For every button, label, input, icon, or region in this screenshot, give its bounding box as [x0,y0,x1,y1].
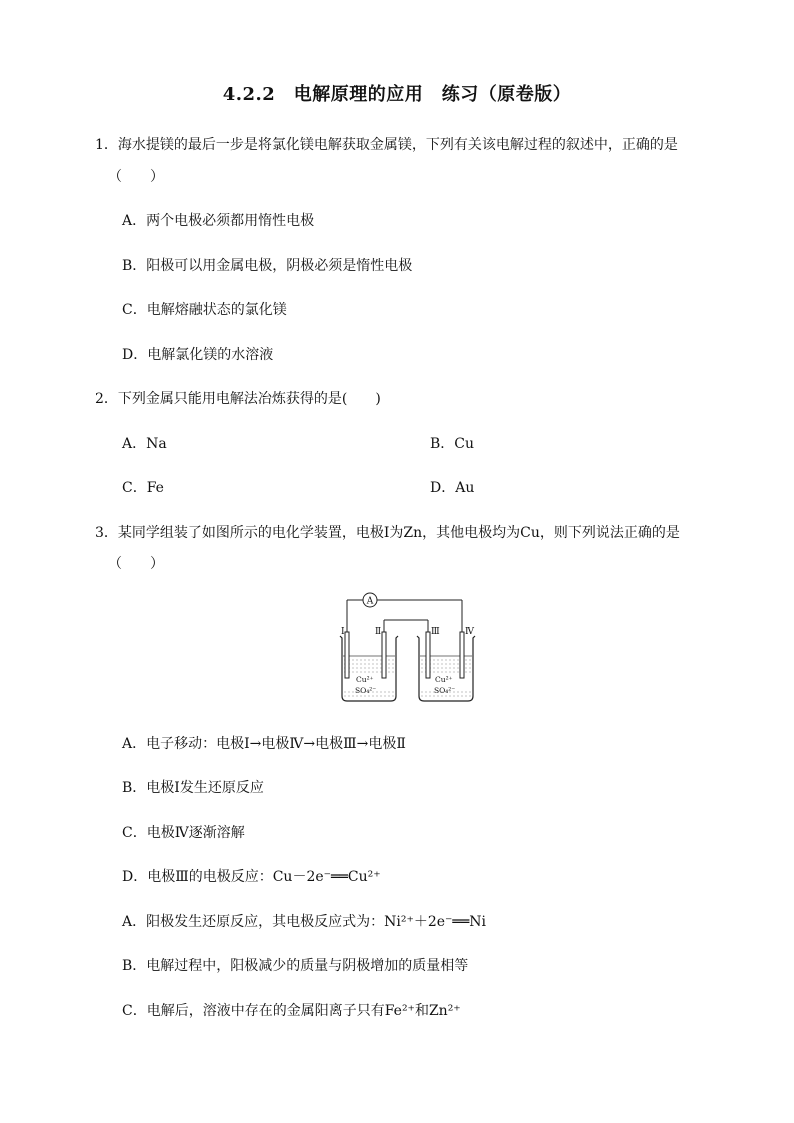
electrode-label-2: Ⅱ [375,627,382,637]
electrode-label-1: Ⅰ [341,627,345,637]
question-3-option-a: A．电子移动：电极Ⅰ→电极Ⅳ→电极Ⅲ→电极Ⅱ [122,736,406,752]
electrochemical-apparatus-figure [328,588,480,706]
left-beaker [340,632,398,701]
question-3-option-c: C．电极Ⅳ逐渐溶解 [122,825,245,841]
question-2-option-a: A．Na [122,436,167,452]
left-anion-label: SO₄²⁻ [355,686,377,695]
question-3-stem: 3．某同学组装了如图所示的电化学装置，电极Ⅰ为Zn，其他电极均为Cu，则下列说法正确的是 [95,525,680,541]
question-2-option-d: D．Au [430,480,475,496]
extra-option-a: A．阳极发生还原反应，其电极反应式为：Ni²⁺＋2e⁻══Ni [122,914,487,930]
question-1-answer-blank: （ ） [108,169,164,185]
extra-option-b: B．电解过程中，阳极减少的质量与阴极增加的质量相等 [122,958,469,974]
question-1-option-a: A．两个电极必须都用惰性电极 [122,213,315,229]
question-2-stem: 2．下列金属只能用电解法冶炼获得的是( ) [95,391,381,407]
electrode-label-4: Ⅳ [465,627,474,637]
question-3-answer-blank: （ ） [108,556,164,572]
ammeter-icon [363,593,377,607]
right-cation-label: Cu²⁺ [435,675,453,684]
question-2-option-b: B．Cu [430,436,475,452]
extra-option-c: C．电解后，溶液中存在的金属阳离子只有Fe²⁺和Zn²⁺ [122,1003,461,1019]
right-anion-label: SO₄²⁻ [434,686,456,695]
question-3-option-b: B．电极Ⅰ发生还原反应 [122,780,264,796]
question-3-option-d: D．电极Ⅲ的电极反应：Cu－2e⁻══Cu²⁺ [122,869,381,885]
question-2-option-c: C．Fe [122,480,164,496]
question-1-option-b: B．阳极可以用金属电极，阴极必须是惰性电极 [122,258,413,274]
right-beaker [417,632,475,701]
left-cation-label: Cu²⁺ [356,675,374,684]
question-1-option-c: C．电解熔融状态的氯化镁 [122,302,287,318]
page-title: 4.2.2 电解原理的应用 练习（原卷版） [222,84,572,105]
question-1-option-d: D．电解氯化镁的水溶液 [122,347,274,363]
electrode-label-3: Ⅲ [431,627,440,637]
ammeter-label: A [366,596,374,607]
question-1-stem: 1．海水提镁的最后一步是将氯化镁电解获取金属镁，下列有关该电解过程的叙述中，正确的是 [95,137,678,153]
